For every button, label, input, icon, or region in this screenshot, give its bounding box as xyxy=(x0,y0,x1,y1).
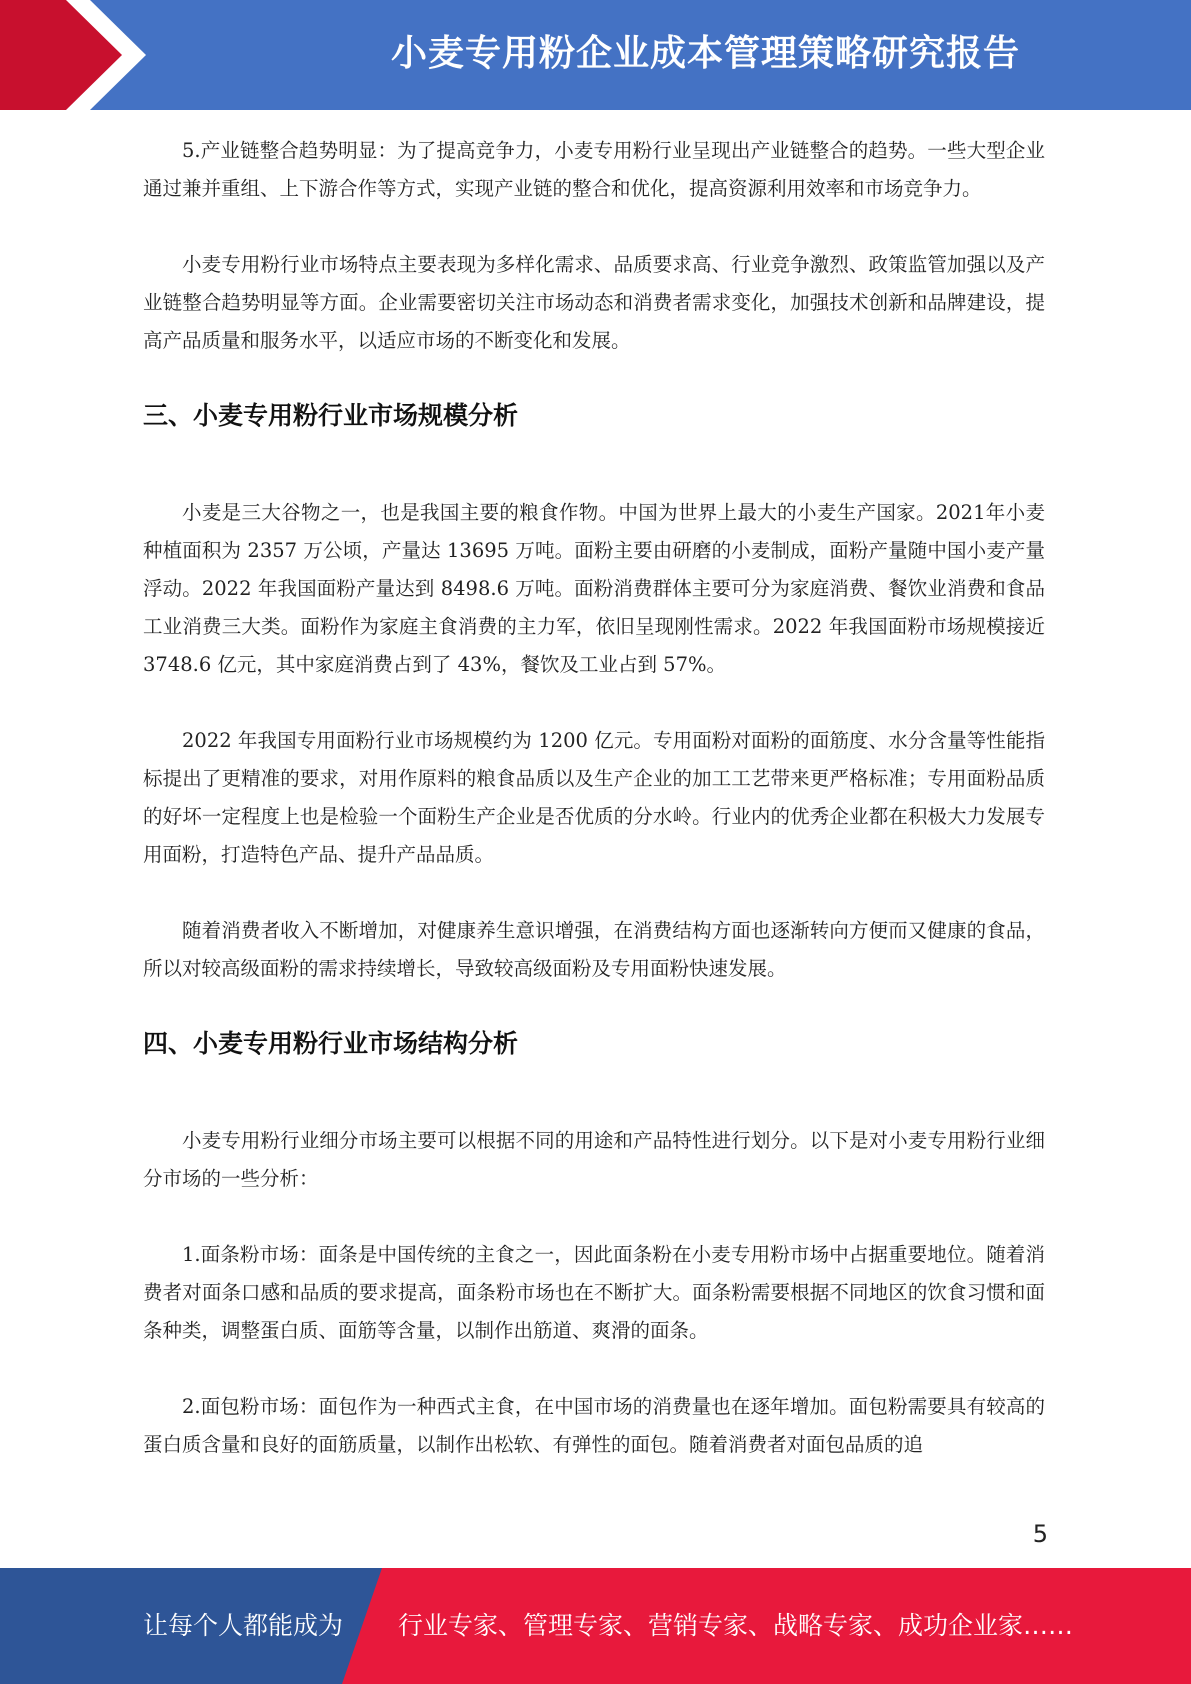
header-arrow-decoration xyxy=(0,0,160,110)
paragraph: 2.面包粉市场：面包作为一种西式主食，在中国市场的消费量也在逐年增加。面包粉需要具有较高的蛋白质含量和良好的面筋质量，以制作出松软、有弹性的面包。随着消费者对面包品质的追 xyxy=(143,1395,1045,1456)
document-title: 小麦专用粉企业成本管理策略研究报告 xyxy=(390,33,1020,74)
page-number: 5 xyxy=(1032,1520,1048,1548)
section-heading-3: 三、小麦专用粉行业市场规模分析 xyxy=(143,401,519,430)
paragraph: 1.面条粉市场：面条是中国传统的主食之一，因此面条粉在小麦专用粉市场中占据重要地位。随着消费者对面条口感和品质的要求提高，面条粉市场也在不断扩大。面条粉需要根据不同地区的饮食习惯和面条种类，调整蛋白质、面筋等含量，以制作出筋道、爽滑的面条。 xyxy=(143,1243,1045,1342)
paragraph: 5.产业链整合趋势明显：为了提高竞争力，小麦专用粉行业呈现出产业链整合的趋势。一些大型企业通过兼并重组、上下游合作等方式，实现产业链的整合和优化，提高资源利用效率和市场竞争力。 xyxy=(143,139,1045,200)
paragraph: 小麦专用粉行业细分市场主要可以根据不同的用途和产品特性进行划分。以下是对小麦专用粉行业细分市场的一些分析： xyxy=(143,1129,1045,1190)
page-footer xyxy=(0,1568,1191,1684)
page-content xyxy=(143,132,1045,1502)
page-header xyxy=(0,0,1191,110)
footer-slogan-left: 让每个人都能成为 xyxy=(143,1611,344,1640)
paragraph: 小麦是三大谷物之一，也是我国主要的粮食作物。中国为世界上最大的小麦生产国家。2021年小麦种植面积为 2357 万公顷，产量达 13695 万吨。面粉主要由研磨的小麦制成，面粉产量随中国小麦产量浮动。2022 年我国面粉产量达到 8498.6 万吨。面粉消费群体主要可分为家庭消费、餐饮业消费和食品工业消费三大类。面粉作为家庭主食消费的主力军，依旧呈现刚性需求。2022 年我国面粉市场规模接近 3748.6 亿元，其中家庭消费占到了 43%，餐饮及工业占到 57%。 xyxy=(143,501,1045,676)
section-heading-4: 四、小麦专用粉行业市场结构分析 xyxy=(143,1029,519,1058)
paragraph: 2022 年我国专用面粉行业市场规模约为 1200 亿元。专用面粉对面粉的面筋度、水分含量等性能指标提出了更精准的要求，对用作原料的粮食品质以及生产企业的加工工艺带来更严格标准；专用面粉品质的好坏一定程度上也是检验一个面粉生产企业是否优质的分水岭。行业内的优秀企业都在积极大力发展专用面粉，打造特色产品、提升产品品质。 xyxy=(143,729,1045,866)
paragraph: 小麦专用粉行业市场特点主要表现为多样化需求、品质要求高、行业竞争激烈、政策监管加强以及产业链整合趋势明显等方面。企业需要密切关注市场动态和消费者需求变化，加强技术创新和品牌建设，提高产品质量和服务水平，以适应市场的不断变化和发展。 xyxy=(143,253,1045,352)
paragraph: 随着消费者收入不断增加，对健康养生意识增强，在消费结构方面也逐渐转向方便而又健康的食品，所以对较高级面粉的需求持续增长，导致较高级面粉及专用面粉快速发展。 xyxy=(143,919,1045,980)
footer-slogan-right: 行业专家、管理专家、营销专家、战略专家、成功企业家…… xyxy=(398,1611,1074,1640)
